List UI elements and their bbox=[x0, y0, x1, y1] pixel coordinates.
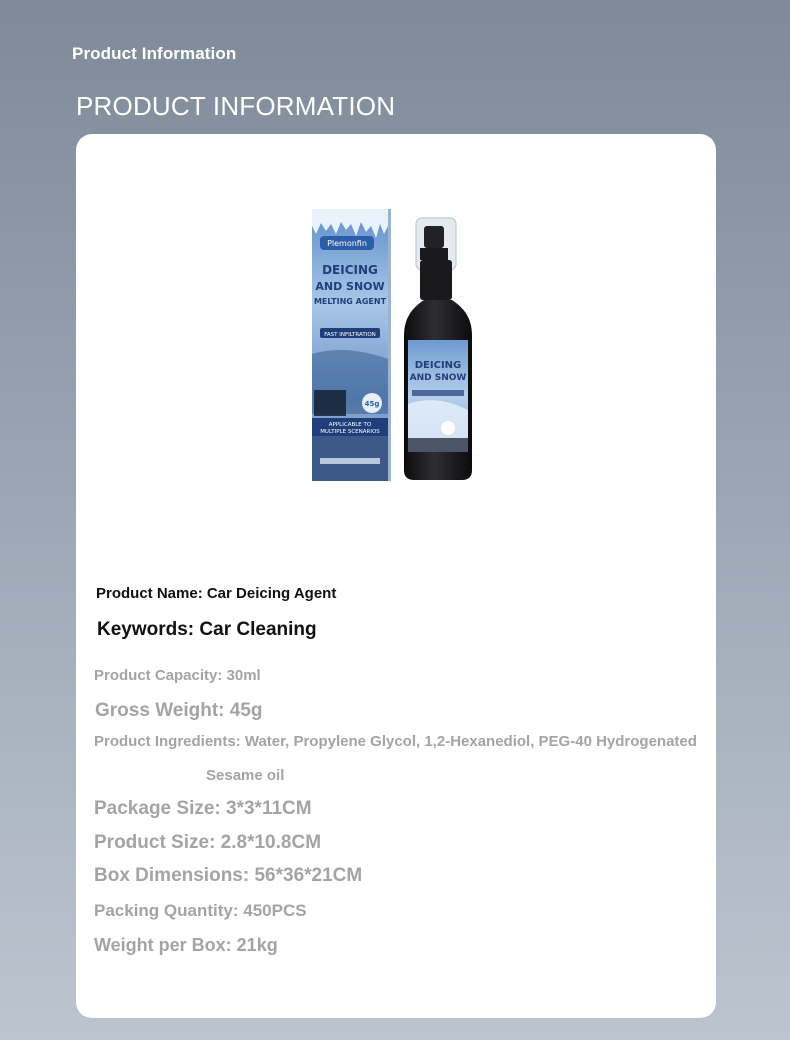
product-image bbox=[306, 204, 476, 484]
box-title-3: MELTING AGENT bbox=[313, 297, 387, 306]
product-name: Product Name: Car Deicing Agent bbox=[96, 585, 337, 602]
box-footer-1: APPLICABLE TO bbox=[328, 422, 372, 428]
box-footer-2: MULTIPLE SCENARIOS bbox=[320, 429, 380, 435]
box-title-2: AND SNOW bbox=[315, 280, 385, 293]
box-capacity: 45g bbox=[364, 400, 380, 408]
product-ingredients-continued: Sesame oil bbox=[206, 767, 285, 784]
box-brand: Plemonfin bbox=[327, 239, 367, 248]
bottle-title-1: DEICING bbox=[414, 360, 462, 371]
packing-quantity: Packing Quantity: 450PCS bbox=[94, 901, 307, 920]
product-card bbox=[76, 134, 716, 1018]
box-badge: FAST INFILTRATION bbox=[324, 332, 376, 338]
product-bottle bbox=[404, 218, 472, 480]
product-ingredients: Product Ingredients: Water, Propylene Glycol, 1,2-Hexanediol, PEG-40 Hydrogenated bbox=[94, 733, 697, 750]
gross-weight: Gross Weight: 45g bbox=[95, 700, 263, 721]
bottle-title-2: AND SNOW bbox=[409, 373, 467, 383]
section-title: PRODUCT INFORMATION bbox=[76, 91, 396, 121]
product-box bbox=[312, 209, 391, 481]
weight-per-box: Weight per Box: 21kg bbox=[94, 935, 278, 955]
product-size: Product Size: 2.8*10.8CM bbox=[94, 832, 322, 853]
package-size: Package Size: 3*3*11CM bbox=[94, 798, 312, 819]
product-keywords: Keywords: Car Cleaning bbox=[97, 619, 317, 640]
header-label: Product Information bbox=[72, 44, 237, 63]
product-capacity: Product Capacity: 30ml bbox=[94, 667, 261, 684]
box-dimensions: Box Dimensions: 56*36*21CM bbox=[94, 865, 363, 886]
box-title-1: DEICING bbox=[322, 263, 378, 277]
